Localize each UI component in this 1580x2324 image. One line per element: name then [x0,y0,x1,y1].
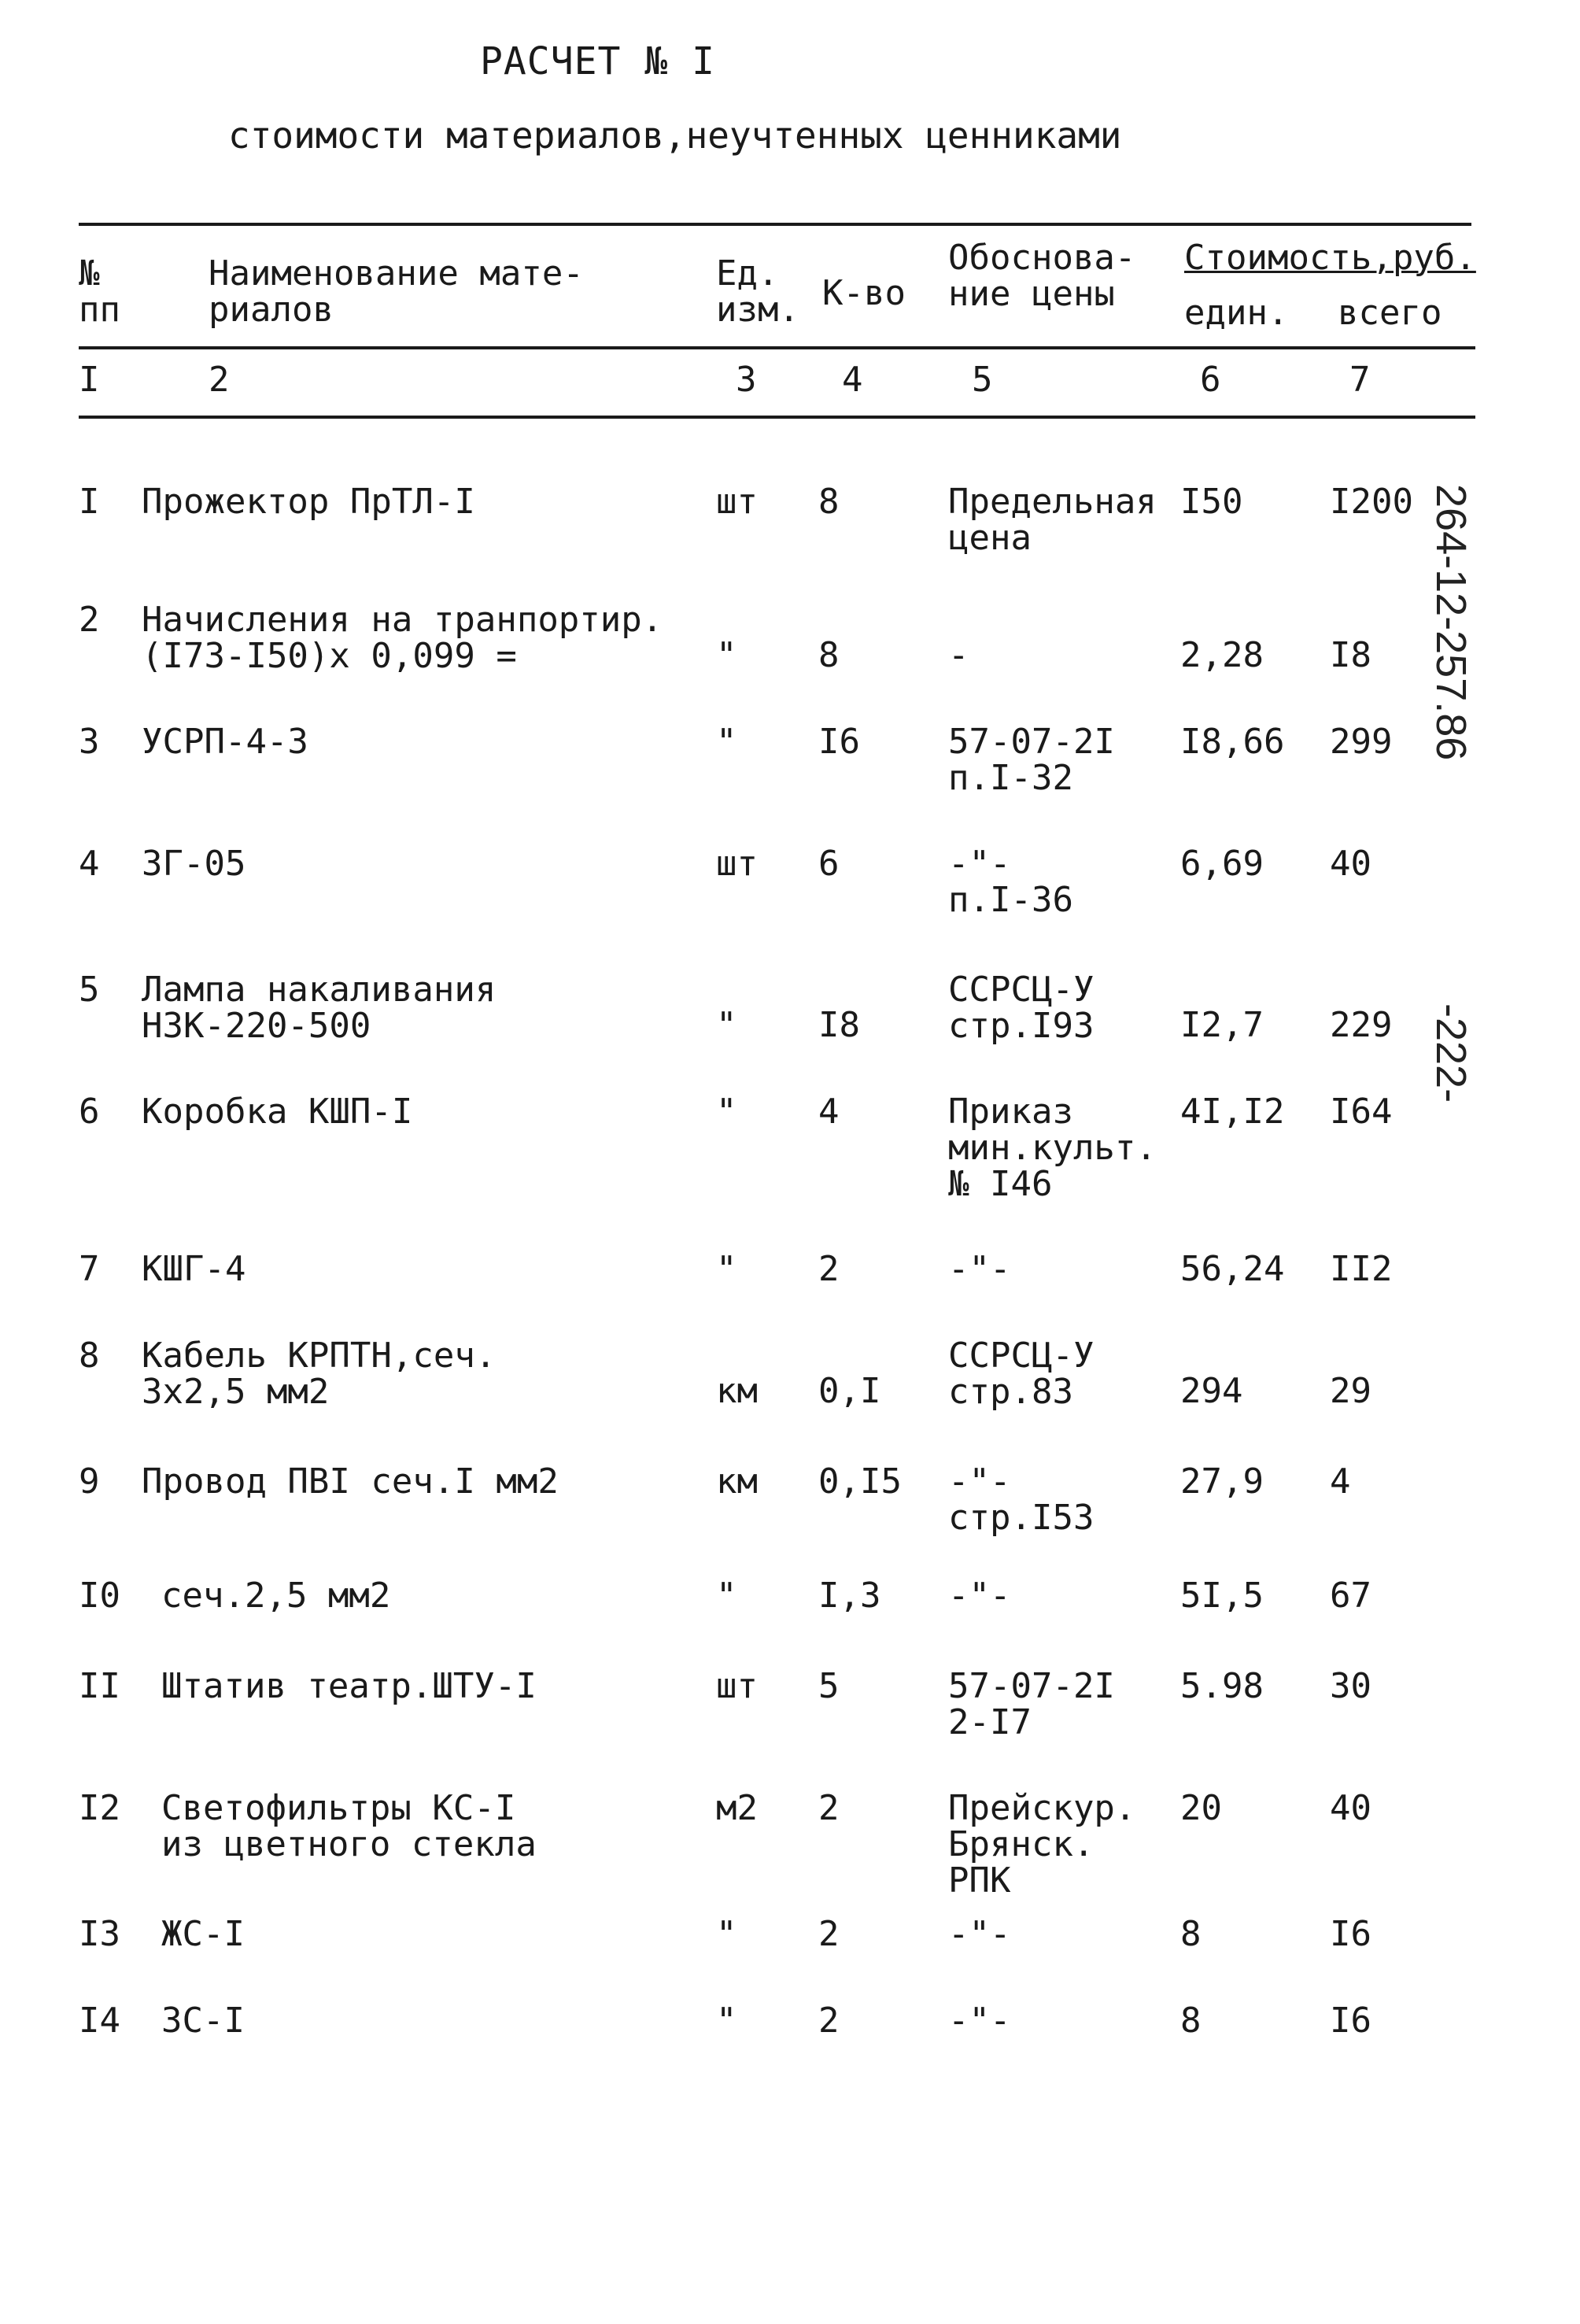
row-num: I2 [79,1788,120,1828]
row-unit: " [716,1914,737,1954]
row-unit: шт [716,844,758,884]
header-basis: Обоснова- ние цены [948,238,1136,314]
row-total: I6 [1330,1914,1371,1954]
row-unit: " [716,722,737,762]
row-qty: 8 [818,635,840,675]
header-bottom-rule [79,416,1475,419]
row-qty: I8 [818,1005,860,1045]
row-unit: " [716,1576,737,1616]
header-unit: Ед. изм. [716,253,799,330]
row-num: I3 [79,1914,120,1954]
row-material-name: Прожектор ПрТЛ-I [142,482,475,522]
row-material-name: сеч.2,5 мм2 [161,1576,391,1616]
row-num: 3 [79,722,100,762]
header-mid-rule [79,346,1475,349]
header-num: № пп [79,253,120,330]
row-qty: 0,I5 [818,1461,902,1502]
row-unit: " [716,1005,737,1045]
header-qty: К-во [822,273,906,313]
row-qty: 6 [818,844,840,884]
row-total: 40 [1330,844,1371,884]
row-price-basis: -"- п.I-36 [948,844,1073,920]
row-num: 6 [79,1092,100,1132]
row-qty: 4 [818,1092,840,1132]
document-title: РАСЧЕТ № I [480,39,715,83]
row-num: I [79,482,100,522]
row-unit-price: 4I,I2 [1180,1092,1285,1132]
margin-note-code: 264-12-257.86 [1427,484,1475,761]
row-unit-price: 8 [1180,1914,1202,1954]
row-total: II2 [1330,1249,1393,1289]
row-material-name: ЗС-I [161,2001,245,2041]
row-unit-price: I2,7 [1180,1005,1264,1045]
row-price-basis: 57-07-2I 2-I7 [948,1666,1115,1742]
row-total: I6 [1330,2001,1371,2041]
header-top-rule [79,223,1471,226]
row-total: I8 [1330,635,1371,675]
row-material-name: Светофильтры КС-I из цветного стекла [161,1788,537,1864]
row-num: 4 [79,844,100,884]
row-total: 30 [1330,1666,1371,1706]
row-unit-price: I8,66 [1180,722,1285,762]
row-unit-price: 5I,5 [1180,1576,1264,1616]
row-unit-price: 20 [1180,1788,1222,1828]
row-total: 29 [1330,1371,1371,1411]
row-qty: I,3 [818,1576,881,1616]
row-num: 7 [79,1249,100,1289]
row-qty: 0,I [818,1371,881,1411]
row-num: 2 [79,600,100,640]
row-num: I0 [79,1576,120,1616]
row-total: 4 [1330,1461,1351,1502]
row-num: II [79,1666,120,1706]
row-unit-price: 5.98 [1180,1666,1264,1706]
row-price-basis: -"- [948,1914,1011,1954]
column-number-2: 2 [209,360,230,400]
row-material-name: УСРП-4-3 [142,722,308,762]
row-qty: I6 [818,722,860,762]
row-unit-price: I50 [1180,482,1243,522]
row-qty: 2 [818,1914,840,1954]
row-unit: м2 [716,1788,758,1828]
row-qty: 2 [818,1788,840,1828]
row-total: 229 [1330,1005,1393,1045]
column-number-3: 3 [736,360,757,400]
row-price-basis: -"- стр.I53 [948,1461,1095,1538]
row-material-name: Кабель КРПТН,сеч. 3х2,5 мм2 [142,1336,497,1412]
column-number-5: 5 [972,360,993,400]
row-unit: шт [716,482,758,522]
row-total: 67 [1330,1576,1371,1616]
row-num: I4 [79,2001,120,2041]
column-number-4: 4 [842,360,863,400]
header-cost-total: всего [1338,293,1442,333]
row-price-basis: Предельная цена [948,482,1157,558]
row-material-name: Коробка КШП-I [142,1092,413,1132]
row-qty: 2 [818,1249,840,1289]
column-number-6: 6 [1200,360,1221,400]
column-number-1: I [79,360,100,400]
row-price-basis: -"- [948,2001,1011,2041]
row-num: 5 [79,970,100,1010]
row-num: 8 [79,1336,100,1376]
column-number-7: 7 [1349,360,1371,400]
row-unit-price: 56,24 [1180,1249,1285,1289]
header-name: Наименование мате- риалов [209,253,584,330]
document-subtitle: стоимости материалов,неучтенных ценниками [228,114,1122,157]
row-material-name: Штатив театр.ШТУ-I [161,1666,537,1706]
row-qty: 5 [818,1666,840,1706]
row-unit-price: 2,28 [1180,635,1264,675]
header-cost: Стоимость,руб. [1184,238,1476,278]
row-unit-price: 27,9 [1180,1461,1264,1502]
row-price-basis: Прейскур. Брянск. РПК [948,1788,1136,1901]
row-unit: " [716,1092,737,1132]
row-material-name: Провод ПВI сеч.I мм2 [142,1461,559,1502]
row-price-basis: ССРСЦ-У стр.I93 [948,970,1095,1046]
row-price-basis: - [948,635,969,675]
row-total: 299 [1330,722,1393,762]
row-material-name: 3Г-05 [142,844,246,884]
row-unit: " [716,2001,737,2041]
row-unit-price: 6,69 [1180,844,1264,884]
row-qty: 8 [818,482,840,522]
row-unit: " [716,635,737,675]
header-cost-unit: един. [1184,293,1289,333]
row-material-name: Начисления на транпортир. (I73-I50)x 0,099 = [142,600,663,676]
row-price-basis: ССРСЦ-У стр.83 [948,1336,1095,1412]
row-total: 40 [1330,1788,1371,1828]
row-unit: км [716,1371,758,1411]
row-price-basis: -"- [948,1576,1011,1616]
row-price-basis: 57-07-2I п.I-32 [948,722,1115,798]
row-total: I64 [1330,1092,1393,1132]
row-material-name: ЖС-I [161,1914,245,1954]
row-material-name: Лампа накаливания НЗК-220-500 [142,970,497,1046]
row-unit: км [716,1461,758,1502]
row-price-basis: -"- [948,1249,1011,1289]
margin-note-page: -222- [1427,1003,1475,1103]
row-unit: " [716,1249,737,1289]
row-unit-price: 294 [1180,1371,1243,1411]
row-num: 9 [79,1461,100,1502]
row-qty: 2 [818,2001,840,2041]
row-price-basis: Приказ мин.культ. № I46 [948,1092,1157,1204]
row-unit-price: 8 [1180,2001,1202,2041]
row-unit: шт [716,1666,758,1706]
row-material-name: КШГ-4 [142,1249,246,1289]
row-total: I200 [1330,482,1413,522]
